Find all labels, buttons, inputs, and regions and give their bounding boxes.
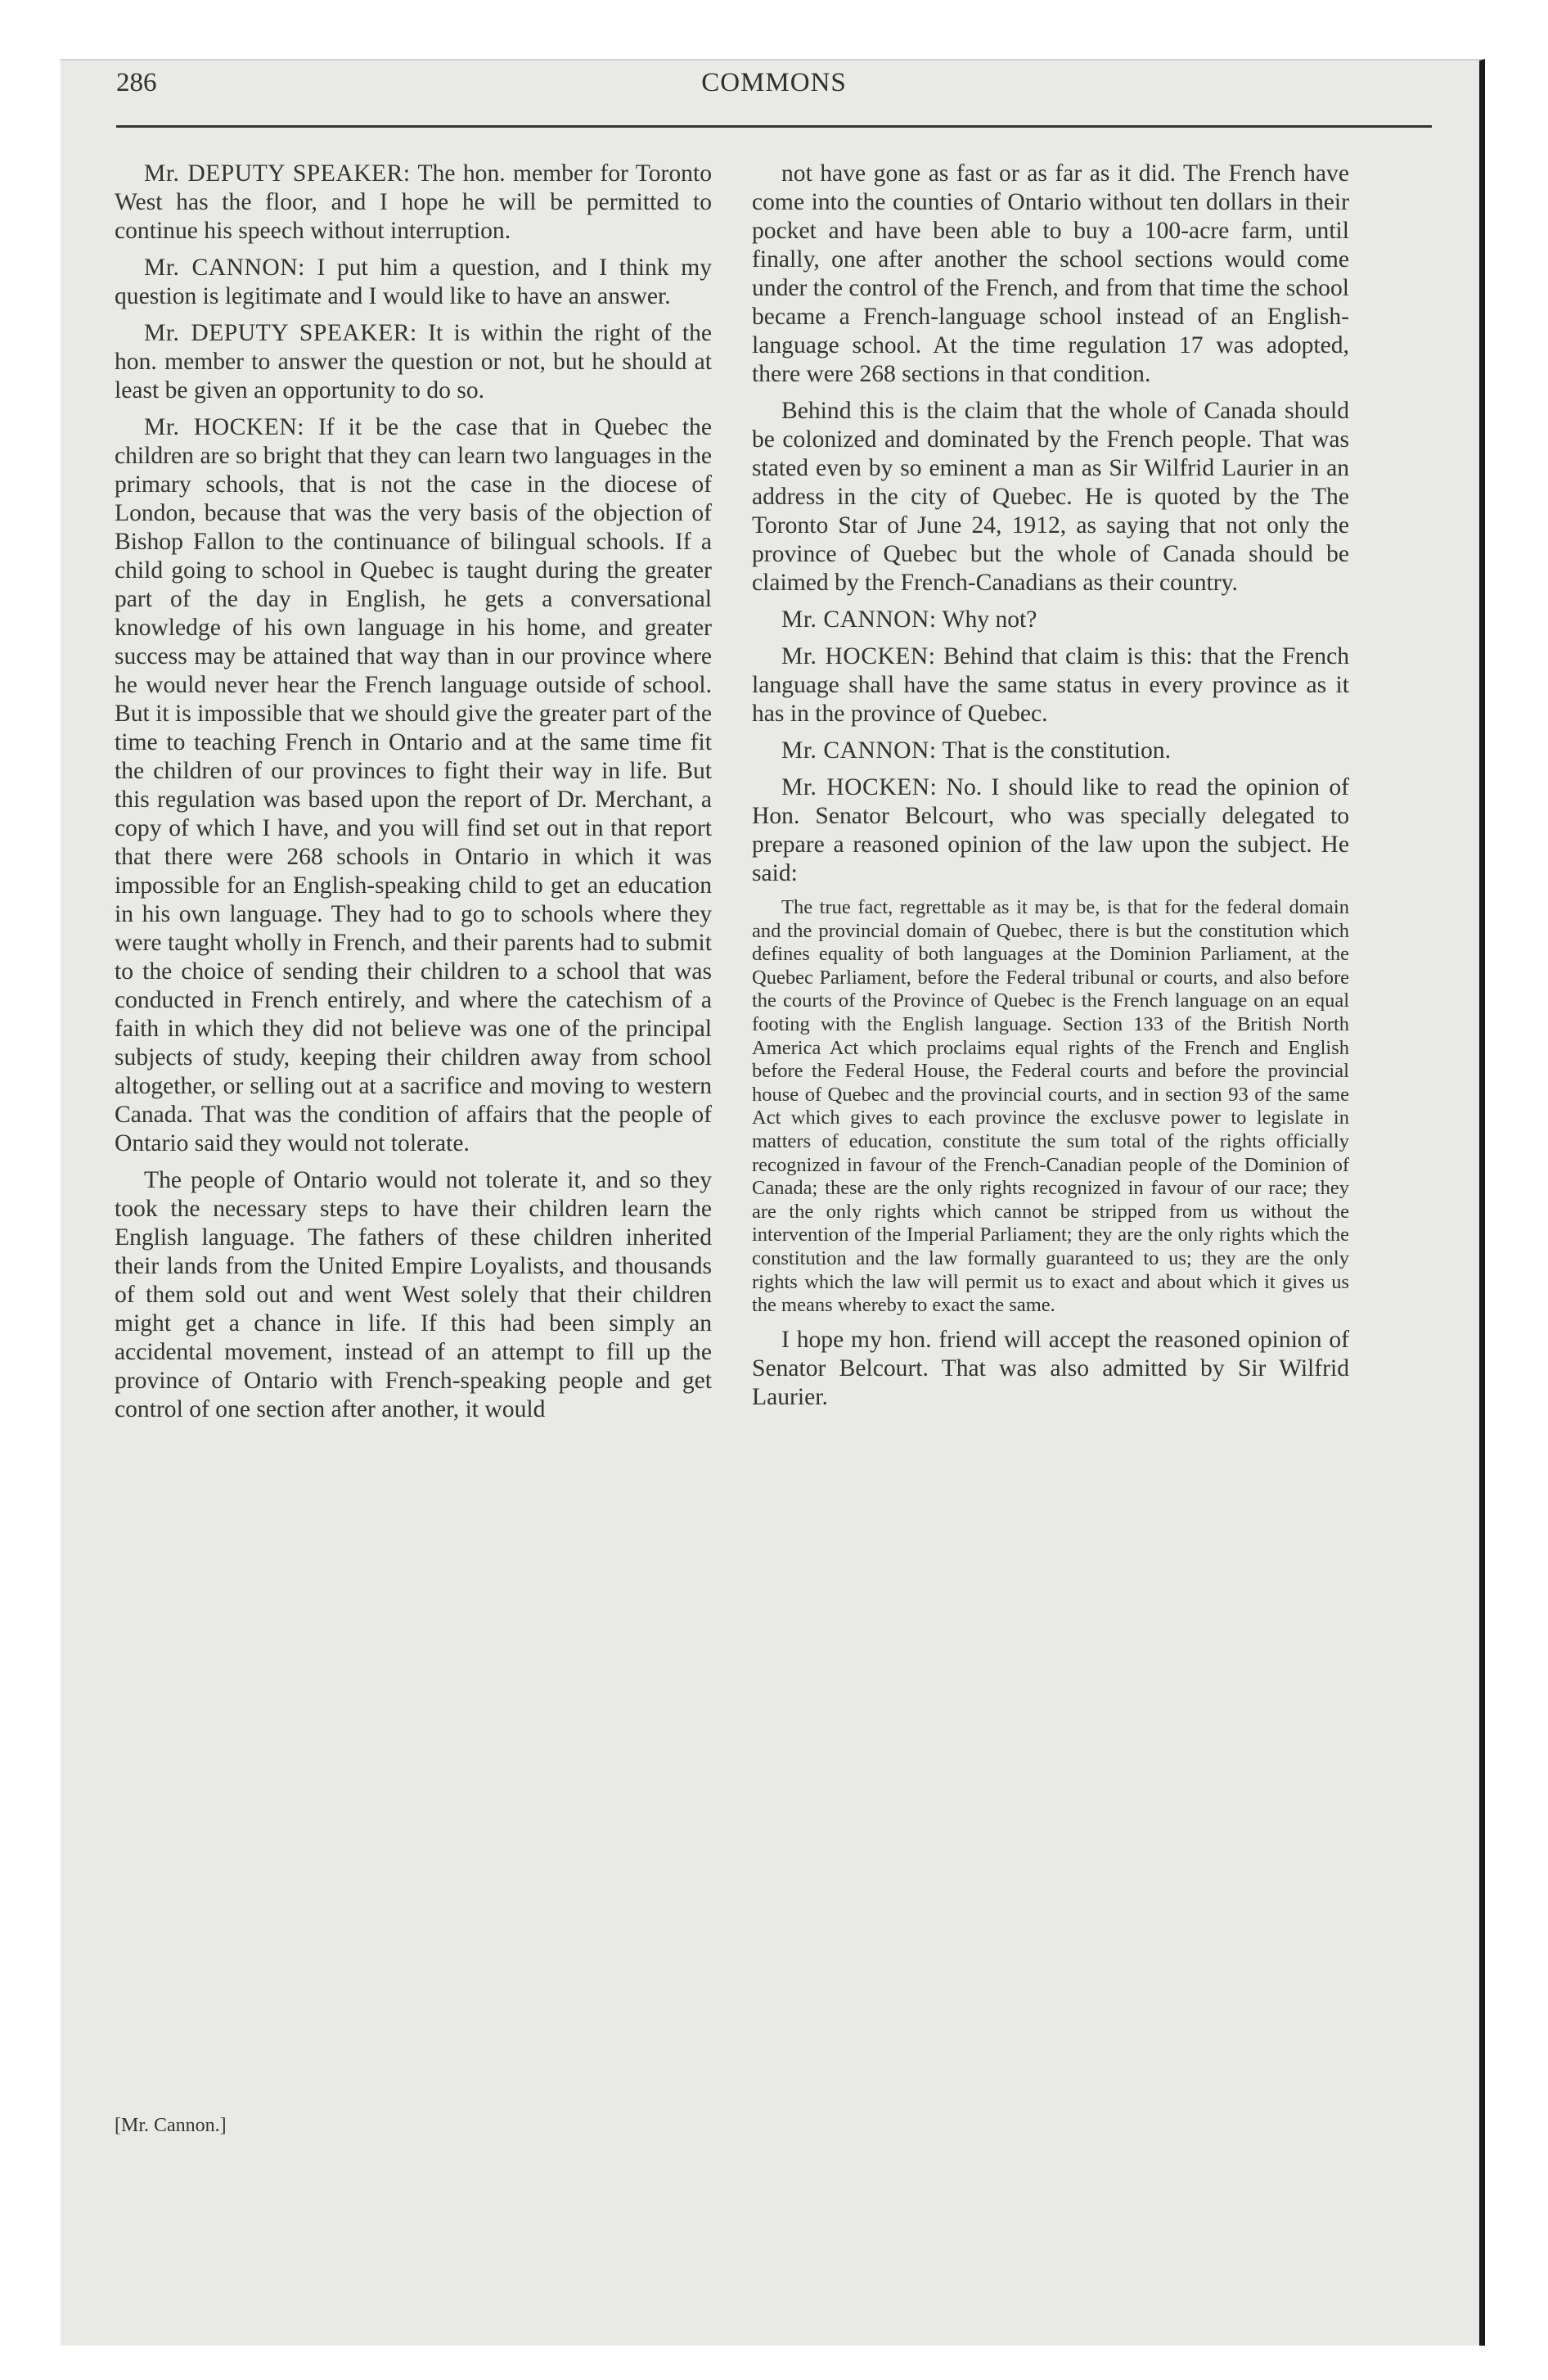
paragraph (115, 160, 712, 246)
speaker-name: Mr. DEPUTY SPEAKER: (144, 320, 417, 346)
right-column (752, 160, 1349, 1420)
closing-paragraph: I hope my hon. friend will accept the reasoned opinion of Senator Belcourt. That was also admitted by Sir Wilfrid Laurier. (752, 1326, 1349, 1410)
speech-text: Behind this is the claim that the whole of Canada should be colonized and dominated by the French people. That was stated even by so eminent a man as Sir Wilfrid Laurier in an address in the city of Quebec. He is quoted by the The Toronto Star of June 24, 1912, as saying that not only the province of Quebec but the whole of Canada should be claimed by the French-Canadians as their country. (752, 398, 1349, 596)
speaker-name: Mr. HOCKEN: (781, 643, 936, 669)
paragraph (752, 160, 1349, 389)
paragraph (752, 642, 1349, 728)
paragraph (115, 413, 712, 1158)
paragraph (752, 773, 1349, 888)
paragraph (115, 254, 712, 311)
paragraph (115, 1166, 712, 1424)
paragraph (752, 397, 1349, 597)
speech-text: It is within the right of the hon. member to answer the question or not, but he should at least be given an opportunity to do so. (115, 320, 712, 403)
speech-text: not have gone as fast or as far as it did. The French have come into the counties of Ontario without ten dollars in their pocket and have been able to buy a 100-acre farm, until finally, one after another the school sections would come under the control of the French, and from that time the school became a French-language school instead of an English-language school. At the time regulation 17 was adopted, there were 268 sections in that condition. (752, 160, 1349, 387)
speech-text: If it be the case that in Quebec the children are so bright that they can learn two languages in the primary schools, that is not the case in the diocese of London, because that was the very basis of the objection of Bishop Fallon to the continuance of bilingual schools. If a child going to school in Quebec is taught during the greater part of the day in English, he gets a conversational knowledge of his own language in his home, and greater success may be attained that way than in our province where he would never hear the French language outside of school. But it is impossible that we should give the greater part of the time to teaching French in Ontario and at the same time fit the children of our provinces to fight their way in life. But this regulation was based upon the report of Dr. Merchant, a copy of which I have, and you will find set out in that report that there were 268 schools in Ontario in which it was impossible for an English-speaking child to get an education in his own language. They had to go to schools where they were taught wholly in French, and their parents had to submit to the choice of sending their children to a school that was conducted in French entirely, and where the catechism of a faith in which they did not believe was one of the principal subjects of study, keeping their children away from school altogether, or selling out at a sacrifice and moving to western Canada. That was the condition of affairs that the people of Ontario said they would not tolerate. (115, 414, 712, 1156)
left-column (115, 160, 712, 1432)
speaker-name: Mr. CANNON: (781, 606, 937, 633)
speech-text: Why not? (942, 606, 1037, 633)
speaker-name: Mr. HOCKEN: (144, 414, 304, 440)
paragraph (115, 319, 712, 405)
page-number: 286 (116, 68, 157, 97)
speech-text: The people of Ontario would not tolerate it, and so they took the necessary steps to have their children learn the English language. The fathers of these children inherited their lands from the United Empire Loyalists, and thousands of them sold out and went West solely that their children might get a chance in life. If this had been simply an accidental movement, instead of an attempt to fill up the province of Ontario with French-speaking people and get control of one section after another, it would (115, 1167, 712, 1422)
header-rule (116, 125, 1432, 128)
speech-text: Behind that claim is this: that the French language shall have the same status in every province as it has in the province of Quebec. (752, 643, 1349, 727)
page-header (116, 68, 1432, 104)
speech-text: The hon. member for Toronto West has the floor, and I hope he will be permitted to continue his speech without interruption. (115, 160, 712, 244)
footer-note: [Mr. Cannon.] (115, 2115, 227, 2136)
speech-text: No. I should like to read the opinion of Hon. Senator Belcourt, who was specially delegated to prepare a reasoned opinion of the law upon the subject. He said: (752, 774, 1349, 886)
speaker-name: Mr. DEPUTY SPEAKER: (144, 160, 411, 187)
speaker-name: Mr. CANNON: (781, 737, 937, 764)
speech-text: I put him a question, and I think my question is legitimate and I would like to have an answer. (115, 255, 713, 309)
paragraph (752, 606, 1349, 634)
speaker-name: Mr. HOCKEN: (781, 774, 938, 800)
speaker-name: Mr. CANNON: (144, 255, 305, 281)
paragraph (752, 737, 1349, 765)
block-quote: The true fact, regrettable as it may be, is that for the federal domain and the provincial domain of Quebec, there is but the constitution which defines equality of both languages at the Dominion Parliament, at the Quebec Parliament, before the Federal tribunal or courts, and also before the courts of the Province of Quebec is the French language on an equal footing with the English language. Section 133 of the British North America Act which proclaims equal rights of the French and English before the Federal House, the Federal courts and before the provincial house of Quebec and the provincial courts, and in section 93 of the same Act which gives to each province the exclusve power to legislate in matters of education, constitute the sum total of the rights officially recognized in favour of the French-Canadian people of the Dominion of Canada; these are the only rights recognized in favour of our race; they are the only rights which cannot be stripped from us without the intervention of the Imperial Parliament; they are the only rights which the constitution and the law formally guaranteed to us; they are the only rights which the law will permit us to exact and about which it gives us the means whereby to exact the same. (752, 896, 1349, 1317)
speech-text: That is the constitution. (942, 737, 1171, 764)
running-head: COMMONS (701, 68, 847, 97)
